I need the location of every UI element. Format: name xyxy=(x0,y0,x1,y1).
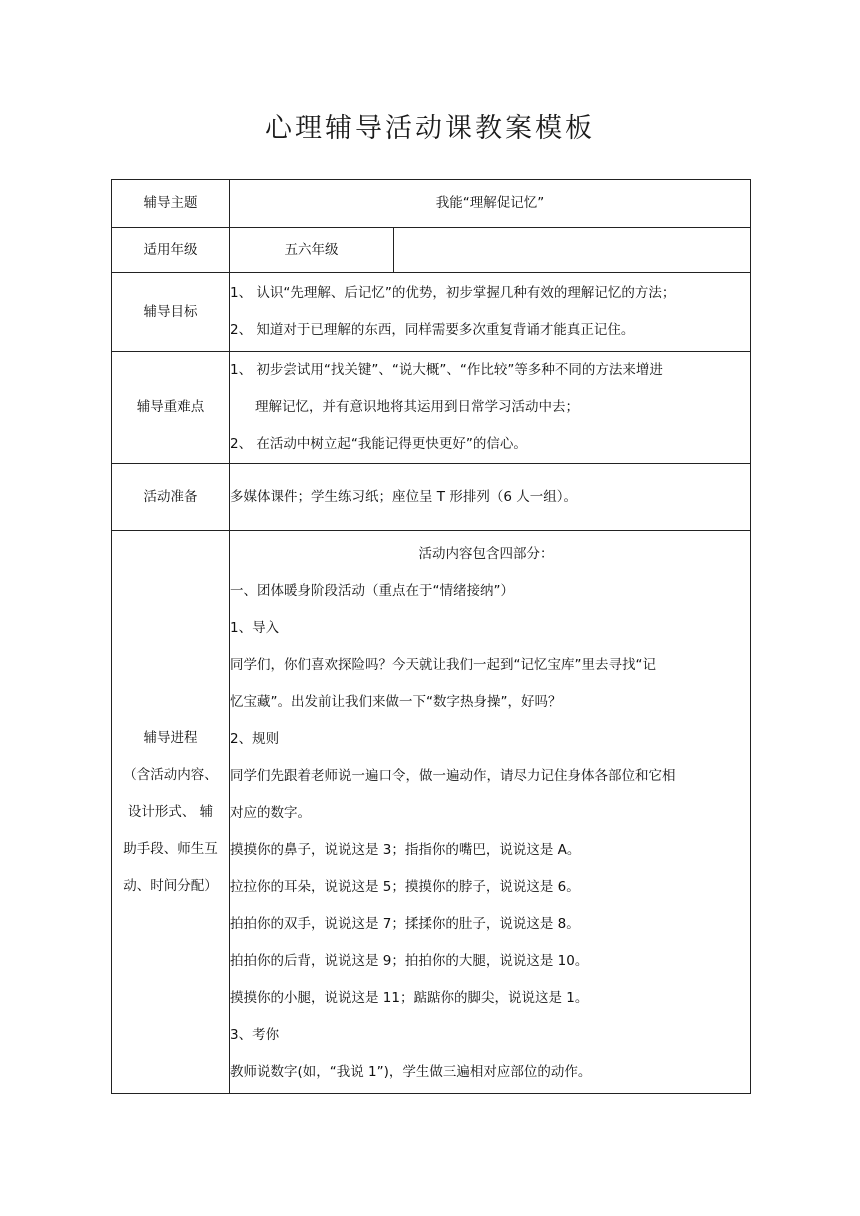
process-line: 拍拍你的双手，说说这是 7；揉揉你的肚子，说说这是 8。 xyxy=(230,916,580,932)
keypoints-content xyxy=(230,352,751,464)
process-label-line: 动、时间分配） xyxy=(123,877,218,894)
process-line: 3、考你 xyxy=(230,1027,280,1043)
process-label-line: 辅导进程 xyxy=(143,729,198,746)
process-line: 拉拉你的耳朵，说说这是 5；摸摸你的脖子，说说这是 6。 xyxy=(230,879,580,895)
process-heading: 活动内容包含四部分： xyxy=(418,546,554,562)
row-keypoints xyxy=(112,352,751,464)
goal-item: 2、 知道对于已理解的东西，同样需要多次重复背诵才能真正记住。 xyxy=(230,322,635,338)
goals-content xyxy=(230,273,751,352)
prep-label: 活动准备 xyxy=(112,464,230,531)
keypoint-item: 2、 在活动中树立起“我能记得更快更好”的信心。 xyxy=(230,436,527,452)
lesson-plan-table xyxy=(111,179,751,1094)
prep-value: 多媒体课件；学生练习纸；座位呈 T 形排列（6 人一组）。 xyxy=(230,464,751,531)
grade-label: 适用年级 xyxy=(112,228,230,273)
process-line: 拍拍你的后背，说说这是 9；拍拍你的大腿，说说这是 10。 xyxy=(230,953,589,969)
process-line: 同学们，你们喜欢探险吗？今天就让我们一起到“记忆宝库”里去寻找“记 xyxy=(230,657,656,673)
process-label-line: 助手段、师生互 xyxy=(123,840,218,857)
goals-label: 辅导目标 xyxy=(112,273,230,352)
process-line: 2、规则 xyxy=(230,731,280,747)
process-label xyxy=(112,531,230,1094)
row-topic xyxy=(112,180,751,228)
topic-label: 辅导主题 xyxy=(112,180,230,228)
row-grade xyxy=(112,228,751,273)
keypoints-label: 辅导重难点 xyxy=(112,352,230,464)
process-line: 摸摸你的小腿，说说这是 11；踮踮你的脚尖，说说这是 1。 xyxy=(230,990,589,1006)
goal-item: 1、 认识“先理解、后记忆”的优势，初步掌握几种有效的理解记忆的方法； xyxy=(230,285,676,301)
keypoint-item: 理解记忆，并有意识地将其运用到日常学习活动中去； xyxy=(255,399,579,415)
process-line: 忆宝藏”。出发前让我们来做一下“数字热身操”，好吗？ xyxy=(230,694,562,710)
document-title: 心理辅导活动课教案模板 xyxy=(265,113,595,144)
row-process xyxy=(112,531,751,1094)
grade-extra xyxy=(394,228,751,273)
process-content xyxy=(230,531,751,1094)
process-line: 一、团体暖身阶段活动（重点在于“情绪接纳”） xyxy=(230,583,514,599)
process-line: 摸摸你的鼻子，说说这是 3；指指你的嘴巴，说说这是 A。 xyxy=(230,842,581,858)
process-line: 对应的数字。 xyxy=(230,805,311,821)
keypoint-item: 1、 初步尝试用“找关键”、“说大概”、“作比较”等多种不同的方法来增进 xyxy=(230,362,663,378)
topic-value: 我能“理解促记忆” xyxy=(230,180,751,228)
process-label-line: 设计形式、 辅 xyxy=(127,803,214,820)
process-line: 教师说数字(如，“我说 1”)，学生做三遍相对应部位的动作。 xyxy=(230,1064,592,1080)
row-prep xyxy=(112,464,751,531)
row-goals xyxy=(112,273,751,352)
grade-value: 五六年级 xyxy=(230,228,394,273)
process-line: 同学们先跟着老师说一遍口令，做一遍动作，请尽力记住身体各部位和它相 xyxy=(230,768,676,784)
process-line: 1、导入 xyxy=(230,620,280,636)
process-label-line: （含活动内容、 xyxy=(123,766,218,783)
